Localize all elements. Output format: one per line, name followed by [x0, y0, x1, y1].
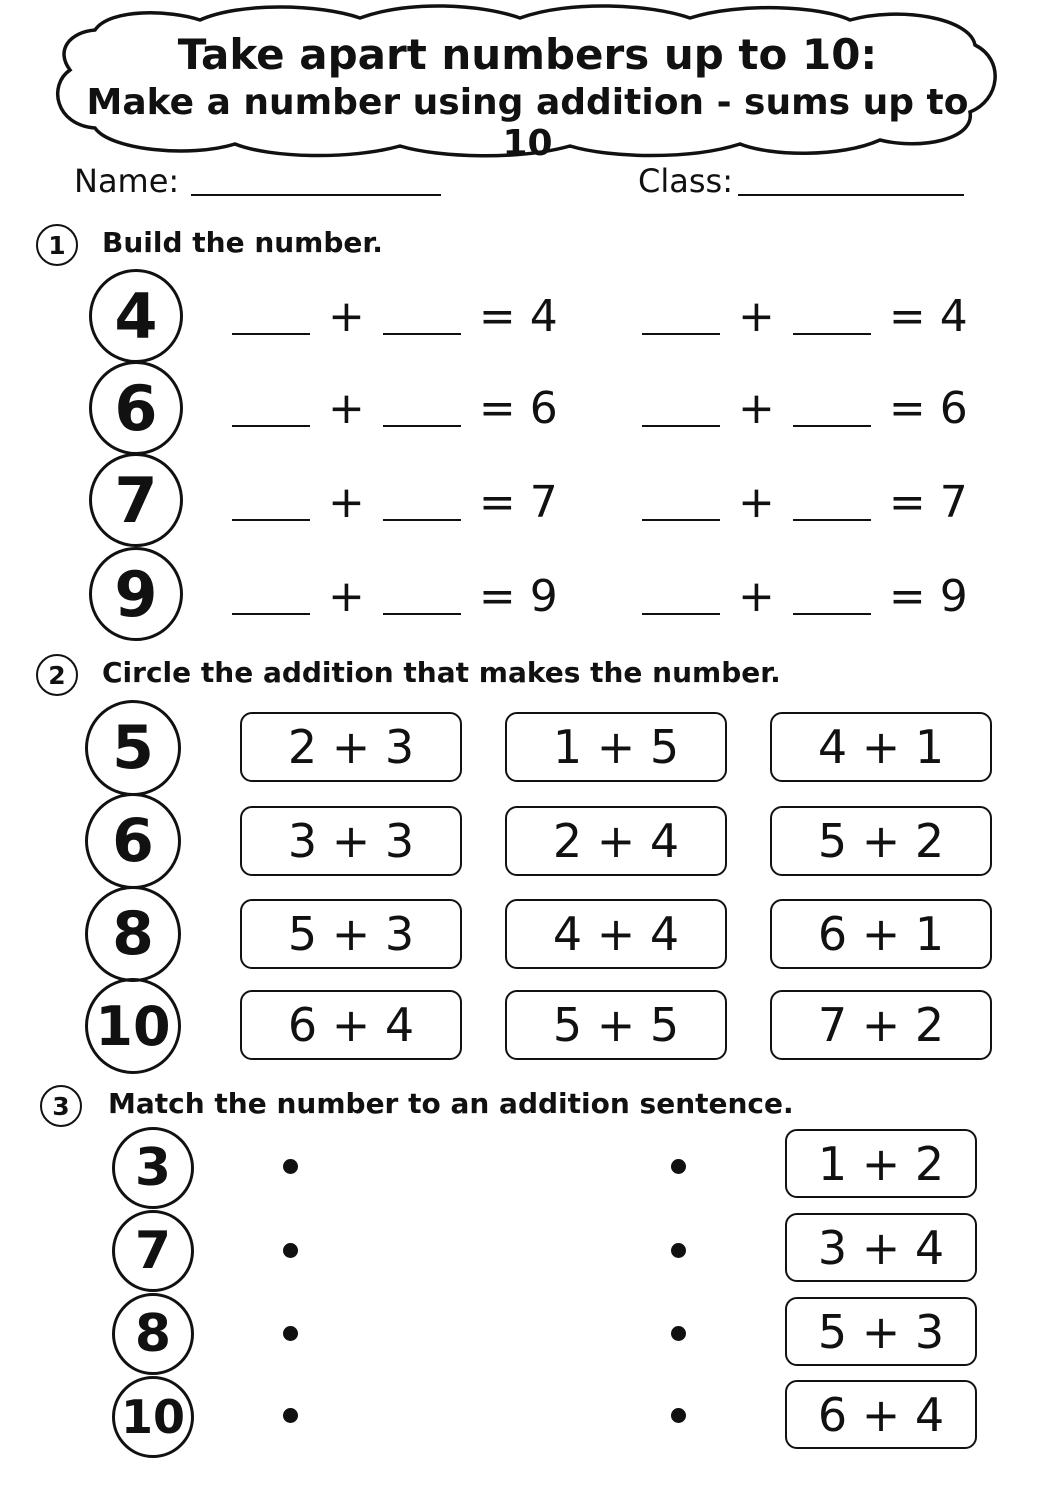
build-equation-left[interactable] [232, 383, 558, 434]
build-equation-left[interactable] [232, 291, 558, 342]
match-dot-right[interactable] [671, 1243, 686, 1258]
addition-option[interactable]: 5 + 3 [240, 899, 462, 969]
addition-option[interactable]: 2 + 4 [505, 806, 727, 876]
addition-option[interactable]: 1 + 5 [505, 712, 727, 782]
plus-sign: + [738, 291, 775, 342]
build-target: 6 [89, 361, 183, 455]
addition-option[interactable]: 6 + 1 [770, 899, 992, 969]
plus-sign: + [738, 477, 775, 528]
addition-option[interactable]: 5 + 2 [770, 806, 992, 876]
section-3-title: Match the number to an addition sentence. [108, 1087, 794, 1120]
build-equation-right[interactable] [642, 571, 968, 622]
section-2-number: 2 [36, 654, 78, 696]
build-equation-right[interactable] [642, 383, 968, 434]
equals-value: = 7 [888, 477, 968, 528]
title-line-2: Make a number using addition - sums up to 10 [86, 82, 969, 164]
addition-option[interactable]: 4 + 4 [505, 899, 727, 969]
addition-option[interactable]: 4 + 1 [770, 712, 992, 782]
name-line[interactable] [191, 166, 441, 196]
match-number: 7 [112, 1210, 194, 1292]
match-dot-right[interactable] [671, 1408, 686, 1423]
answer-blank[interactable] [642, 485, 720, 521]
circle-target: 10 [85, 978, 181, 1074]
answer-blank[interactable] [793, 579, 871, 615]
match-number: 8 [112, 1293, 194, 1375]
match-dot-left[interactable] [283, 1159, 298, 1174]
plus-sign: + [328, 383, 365, 434]
build-equation-right[interactable] [642, 291, 968, 342]
match-sentence[interactable]: 6 + 4 [785, 1380, 977, 1449]
build-target: 7 [89, 453, 183, 547]
addition-option[interactable]: 3 + 3 [240, 806, 462, 876]
match-dot-left[interactable] [283, 1326, 298, 1341]
title-line-1: Take apart numbers up to 10: [177, 30, 878, 79]
match-sentence[interactable]: 5 + 3 [785, 1297, 977, 1366]
addition-option[interactable]: 2 + 3 [240, 712, 462, 782]
match-sentence[interactable]: 3 + 4 [785, 1213, 977, 1282]
addition-option[interactable]: 5 + 5 [505, 990, 727, 1060]
class-line[interactable] [738, 166, 964, 196]
answer-blank[interactable] [793, 391, 871, 427]
plus-sign: + [328, 291, 365, 342]
section-1-number: 1 [36, 224, 78, 266]
answer-blank[interactable] [642, 579, 720, 615]
match-sentence[interactable]: 1 + 2 [785, 1129, 977, 1198]
answer-blank[interactable] [383, 391, 461, 427]
answer-blank[interactable] [232, 485, 310, 521]
plus-sign: + [738, 383, 775, 434]
equals-value: = 6 [478, 383, 558, 434]
answer-blank[interactable] [793, 299, 871, 335]
match-dot-left[interactable] [283, 1408, 298, 1423]
plus-sign: + [328, 571, 365, 622]
answer-blank[interactable] [232, 391, 310, 427]
answer-blank[interactable] [642, 391, 720, 427]
answer-blank[interactable] [793, 485, 871, 521]
answer-blank[interactable] [642, 299, 720, 335]
answer-blank[interactable] [383, 485, 461, 521]
answer-blank[interactable] [232, 579, 310, 615]
name-label: Name: [74, 162, 180, 200]
circle-target: 8 [85, 886, 181, 982]
answer-blank[interactable] [383, 579, 461, 615]
build-target: 9 [89, 547, 183, 641]
addition-option[interactable]: 6 + 4 [240, 990, 462, 1060]
build-target: 4 [89, 269, 183, 363]
equals-value: = 4 [478, 291, 558, 342]
equals-value: = 6 [888, 383, 968, 434]
circle-target: 6 [85, 793, 181, 889]
circle-target: 5 [85, 700, 181, 796]
equals-value: = 7 [478, 477, 558, 528]
equals-value: = 9 [478, 571, 558, 622]
match-number: 10 [112, 1376, 194, 1458]
plus-sign: + [328, 477, 365, 528]
class-label: Class: [638, 162, 733, 200]
plus-sign: + [738, 571, 775, 622]
build-equation-left[interactable] [232, 477, 558, 528]
match-number: 3 [112, 1127, 194, 1209]
match-dot-left[interactable] [283, 1243, 298, 1258]
section-1-title: Build the number. [102, 226, 383, 259]
section-2-title: Circle the addition that makes the number. [102, 656, 781, 689]
section-3-number: 3 [40, 1085, 82, 1127]
addition-option[interactable]: 7 + 2 [770, 990, 992, 1060]
equals-value: = 4 [888, 291, 968, 342]
equals-value: = 9 [888, 571, 968, 622]
match-dot-right[interactable] [671, 1159, 686, 1174]
answer-blank[interactable] [383, 299, 461, 335]
build-equation-left[interactable] [232, 571, 558, 622]
answer-blank[interactable] [232, 299, 310, 335]
build-equation-right[interactable] [642, 477, 968, 528]
match-dot-right[interactable] [671, 1326, 686, 1341]
